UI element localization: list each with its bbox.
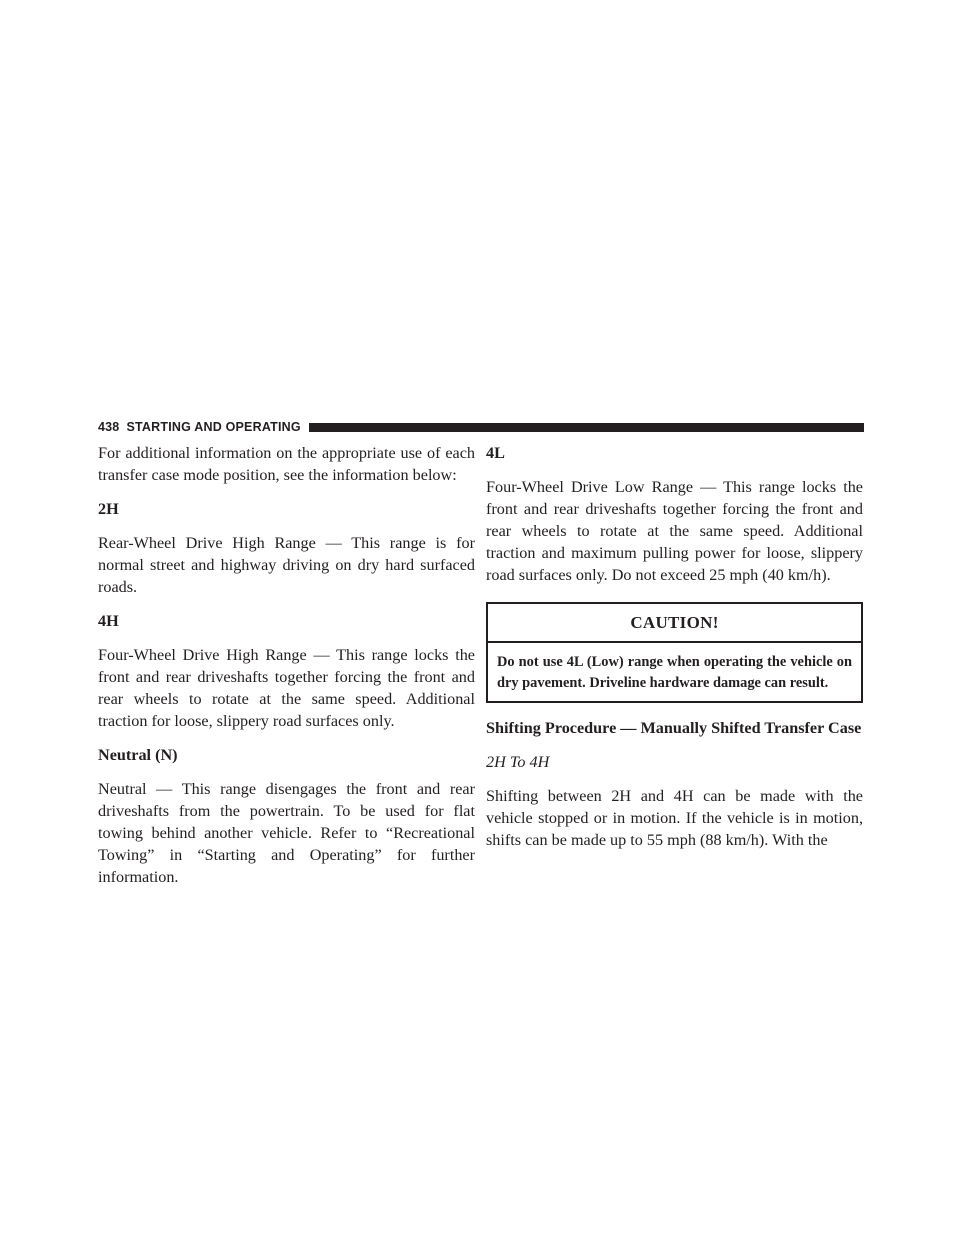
intro-paragraph: For additional information on the appropriate use of each transfer case mode position, see the information below: [98,444,475,484]
heading-2h-to-4h: 2H To 4H [486,753,550,771]
page-header [98,418,864,436]
page-number: 438 [98,420,120,434]
paragraph-4l: Four-Wheel Drive Low Range — This range locks the front and rear driveshafts together forcing the front and rear wheels to rotate at the same speed. Additional traction and maximum pulling power for loose, slippery road surfaces only. Do not exceed 25 mph (40 km/h). [486,478,863,584]
paragraph-2h: Rear-Wheel Drive High Range — This range is for normal street and highway driving on dry hard surfaced roads. [98,534,475,596]
paragraph-neutral: Neutral — This range disengages the front and rear driveshafts from the powertrain. To be used for flat towing behind another vehicle. Refer to “Recreational Towing” in “Starting and Operating” for further information. [98,780,475,886]
caution-text: Do not use 4L (Low) range when operating the vehicle on dry pavement. Driveline hardware damage can result. [497,654,852,691]
caution-title: CAUTION! [488,604,861,643]
heading-shifting-procedure: Shifting Procedure — Manually Shifted Transfer Case [486,719,862,737]
heading-2h: 2H [98,500,119,518]
paragraph-4h: Four-Wheel Drive High Range — This range locks the front and rear driveshafts together forcing the front and rear wheels to rotate at the same speed. Additional traction for loose, slippery road surfaces only. [98,646,475,730]
left-column [98,442,475,888]
header-rule [309,423,864,432]
right-column [486,442,863,851]
heading-4l: 4L [486,444,505,462]
caution-box [486,602,863,703]
heading-neutral: Neutral (N) [98,746,178,764]
section-title: STARTING AND OPERATING [126,420,301,434]
paragraph-shifting: Shifting between 2H and 4H can be made with the vehicle stopped or in motion. If the vehicle is in motion, shifts can be made up to 55 mph (88 km/h). With the [486,787,863,849]
heading-4h: 4H [98,612,119,630]
